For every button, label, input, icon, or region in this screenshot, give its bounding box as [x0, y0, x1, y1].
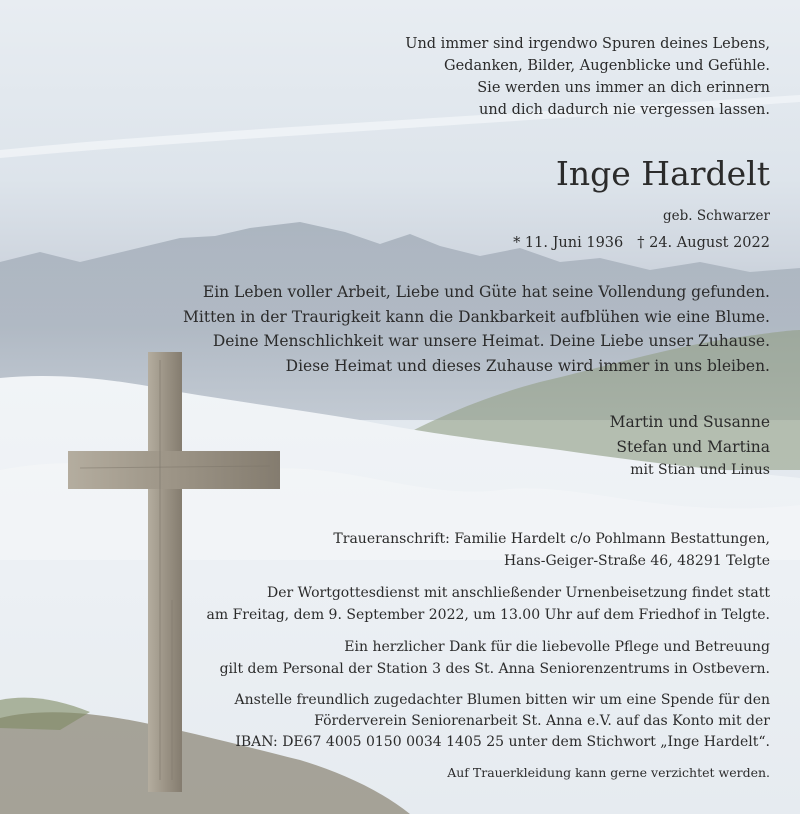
tribute-line: Mitten in der Traurigkeit kann die Dankbarkeit aufblühen wie eine Blume.: [183, 307, 770, 326]
deceased-name: Inge Hardelt: [555, 154, 770, 193]
life-dates: [513, 233, 770, 253]
thanks-line: Ein herzlicher Dank für die liebevolle Pflege und Betreuung: [344, 639, 770, 655]
epigraph-line: und dich dadurch nie vergessen lassen.: [479, 102, 770, 118]
mourning-address: [333, 528, 770, 572]
donation-line: Anstelle freundlich zugedachter Blumen bitten wir um eine Spende für den: [234, 692, 770, 708]
maiden-name: geb. Schwarzer: [663, 208, 770, 224]
epigraph-line: Gedanken, Bilder, Augenblicke und Gefühle.: [444, 58, 770, 74]
address-line: Hans-Geiger-Straße 46, 48291 Telgte: [503, 553, 770, 569]
epigraph-line: Und immer sind irgendwo Spuren deines Lebens,: [405, 36, 770, 52]
death-date: † 24. August 2022: [637, 235, 770, 251]
service-line: Der Wortgottesdienst mit anschließender Urnenbeisetzung findet statt: [266, 585, 770, 601]
mourners-list: [610, 410, 770, 481]
mourner-name: mit Stian und Linus: [630, 462, 770, 478]
epigraph-line: Sie werden uns immer an dich erinnern: [477, 80, 770, 96]
mourner-name: Martin und Susanne: [609, 413, 770, 431]
thanks-line: gilt dem Personal der Station 3 des St. Anna Seniorenzentrums in Ostbevern.: [219, 661, 770, 677]
tribute-text: [183, 280, 770, 378]
clothing-note: Auf Trauerkleidung kann gerne verzichtet werden.: [447, 765, 770, 780]
thanks-text: [220, 636, 770, 680]
tribute-line: Diese Heimat und dieses Zuhause wird immer in uns bleiben.: [285, 356, 770, 375]
tribute-line: Ein Leben voller Arbeit, Liebe und Güte hat seine Vollendung gefunden.: [202, 283, 770, 301]
epigraph-poem: [405, 33, 770, 121]
donation-line: IBAN: DE67 4005 0150 0034 1405 25 unter dem Stichwort „Inge Hardelt“.: [235, 734, 770, 750]
service-info: [207, 582, 771, 626]
birth-date: * 11. Juni 1936: [513, 235, 624, 251]
service-line: am Freitag, dem 9. September 2022, um 13.00 Uhr auf dem Friedhof in Telgte.: [206, 607, 770, 623]
mourner-name: Stefan und Martina: [616, 437, 770, 456]
address-line: Traueranschrift: Familie Hardelt c/o Pohlmann Bestattungen,: [333, 531, 770, 547]
tribute-line: Deine Menschlichkeit war unsere Heimat. Deine Liebe unser Zuhause.: [212, 332, 770, 350]
donation-request: [235, 690, 770, 753]
donation-line: Förderverein Seniorenarbeit St. Anna e.V. auf das Konto mit der: [314, 713, 770, 729]
